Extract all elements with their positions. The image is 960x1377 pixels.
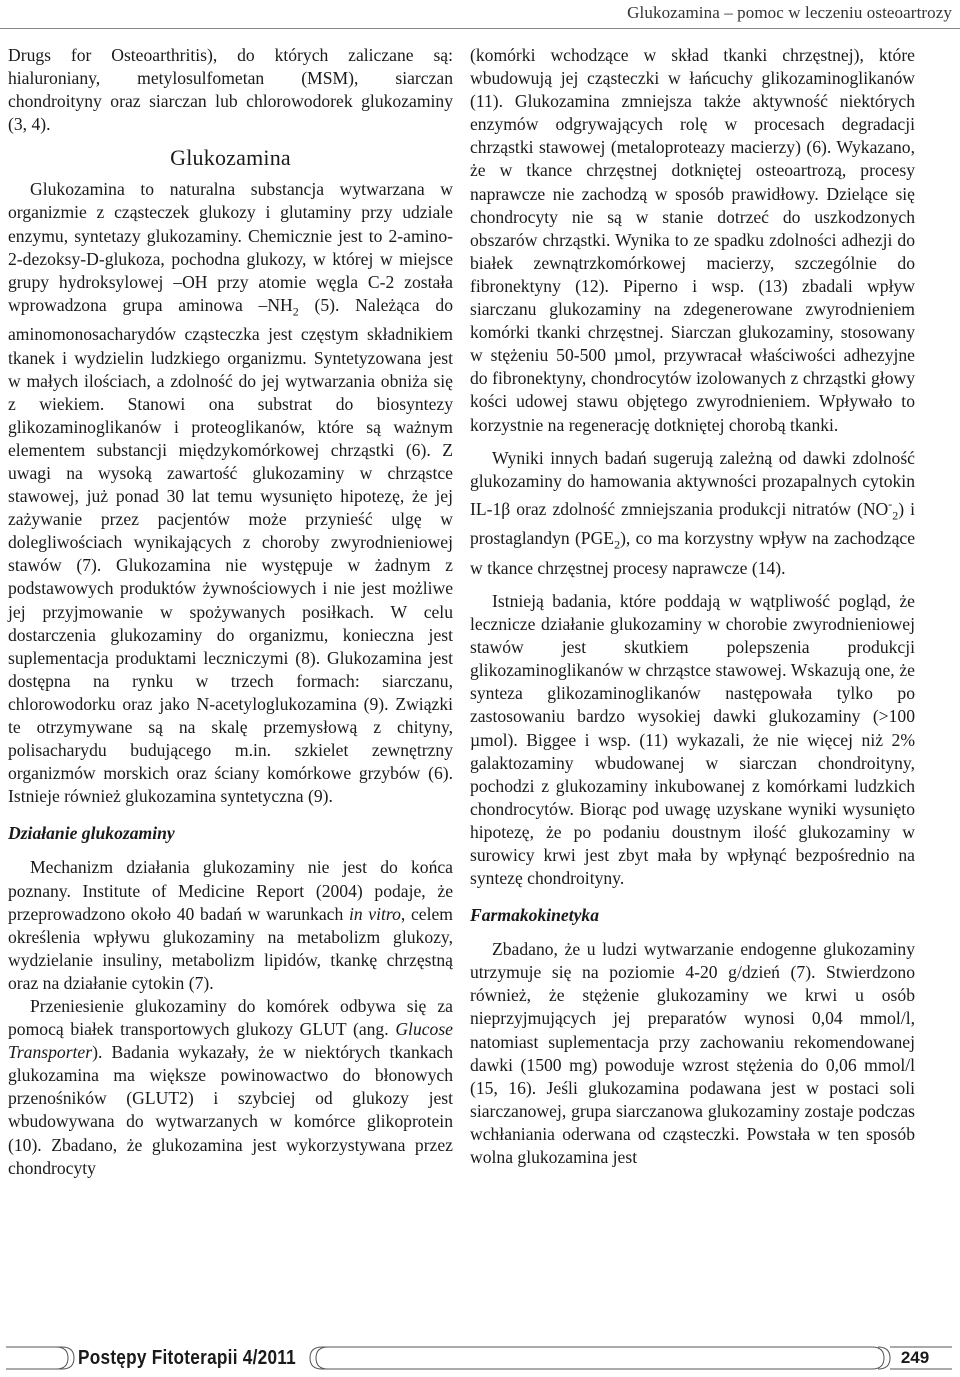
section-heading-glukozamina: Glukozamina	[170, 145, 291, 171]
paragraph	[8, 44, 453, 136]
page-number: 249	[900, 1348, 930, 1367]
superscript: -	[888, 496, 893, 511]
paragraph-text: ). Badania wykazały, że w niektórych tkankach glukozamina ma większe powinowactwo do błonowych przenośników (GLUT2) i szybciej od glukozy jest wbudowywana do wytwarzanych w komórce glikoprotein (10). Zbadano, że glukozamina jest wykorzystywana przez chondrocyty	[8, 1042, 453, 1178]
paragraph: Istnieją badania, które poddają w wątpliwość pogląd, że lecznicze działanie glukozaminy w chorobie zwyrodnieniowej stawów jest skutkiem polepszenia produkcji glikozaminoglikanów w chrząstce stawowej. Wskazują one, że synteza glikozaminoglikanów następowała tylko po zastosowaniu bardzo wysokiej dawki glukozaminy (>100 µmol). Biggee i wsp. (11) wykazali, że nie więcej niż 2% galaktozaminy wbudowanej w siarczan chondroityny, pochodzi z glukozaminy inkubowanej z komórkami ludzkich chondrocytów. Biorąc pod uwagę uzyskane wyniki wysunięto hipotezę, że po podaniu doustnym ilość glukozaminy w surowicy krwi jest zbyt mała by wpłynąć bezpośrednio na syntezę chondroityny.	[470, 590, 915, 889]
running-head-title: Glukozamina – pomoc w leczeniu osteoartrozy	[627, 3, 952, 22]
paragraph-text: (5). Należąca do aminomonosacharydów cząsteczka jest częstym składnikiem tkanek i wydzielin ludzkiego organizmu. Syntetyzowana jest w małych ilościach, a zdolność do jej wytwarzania obniża się z wiekiem. Stanowi ona substrat do biosyntezy glikozaminoglikanów i proteoglikanów, które są ważnym elementem substancji międzykomórkowej chrząstki (6). Z uwagi na wysoką zawartość glukozaminy w chrząstce stawowej, już ponad 30 lat temu wysunięto hipotezę, że jej zażywanie przez pacjentów może przynieść ulgę w dolegliwościach wynikających z choroby zwyrodnieniowej stawów (7). Glukozamina nie występuje w żadnym z podstawowych produktów żywnościowych i nie jest możliwe jej przyjmowanie w spożywanych posiłkach. W celu dostarczenia glukozaminy do organizmu, konieczna jest suplementacja produktami leczniczymi (8). Glukozamina jest dostępna na rynku w trzech formach: siarczanu, chlorowodorku oraz jako N-acetyloglukozamina (9). Związki te otrzymywane są na skalę przemysłową z chityny, polisacharydu budującego m.in. szkielet zewnętrzny organizmów morskich oraz ściany komórkowe grzybów (6). Istnieje również glukozamina syntetyczna (9).	[8, 294, 454, 807]
paragraph-text: Glukozamina to naturalna substancja wytwarzana w organizmie z cząsteczek glukozy i glutaminy przy udziale enzymu, syntetazy glukozaminy. Chemicznie jest to 2-amino-2-dezoksy-D-glukoza, pochodna glukozy, w której w miejsce grupy hydroksylowej –OH przy atomie węgla C-2 została wprowadzona grupa aminowa –NH	[8, 179, 453, 315]
paragraph-text: ), co ma korzystny wpływ na zachodzące w tkance chrzęstnej procesy naprawcze (14).	[470, 528, 915, 578]
paragraph: Zbadano, że u ludzi wytwarzanie endogenne glukozaminy utrzymuje się na poziomie 4-20 g/dzień (7). Stwierdzono również, że stężenie glukozaminy we krwi u osób nieprzyjmujących jej preparatów wynosi 0,04 mmol/l, natomiast suplementacja przy zachowaniu rekomendowanej dawki (1500 mg) powoduje wzrost stężenia do 0,06 mmol/l (15, 16). Jeśli glukozamina podawana jest w postaci soli siarczanowej, grupa siarczanowa glukozaminy zostaje podczas wchłaniania oderwana od cząsteczki. Powstała w ten sposób wolna glukozamina jest	[470, 939, 915, 1168]
paragraph-text: Wyniki innych badań sugerują zależną od dawki zdolność glukozaminy do hamowania aktywności prozapalnych cytokin IL-1β oraz zdolność zmniejszania produkcji nitratów (NO	[470, 447, 915, 519]
paragraph	[8, 178, 453, 808]
paragraph-text: Mechanizm działania glukozaminy nie jest do końca poznany. Institute of Medicine Report (2004) podaje, że przeprowadzono około 40 badań w warunkach	[8, 857, 453, 924]
italic-term: Glucose Transporter	[8, 1019, 453, 1063]
header-rule	[0, 28, 960, 29]
paragraph-text: ) i prostaglandyn (PGE	[470, 498, 915, 549]
journal-name: Postępy Fitoterapii 4/2011	[78, 1347, 296, 1369]
paragraph-text: Drugs for Osteoarthritis), do których zaliczane są: hialuroniany, metylosulfometan (MSM), siarczan chondroityny oraz siarczan lub chlorowodorek glukozaminy (3, 4).	[8, 45, 453, 135]
running-head	[0, 0, 960, 28]
right-column	[470, 44, 915, 1169]
left-column	[8, 44, 453, 1180]
paragraph: (komórki wchodzące w skład tkanki chrzęstnej), które wbudowują jej cząsteczki w łańcuchy glikozaminoglikanów (11). Glukozamina zmniejsza także aktywność niektórych enzymów odgrywających rolę w procesach degradacji chrząstki stawowej (metaloproteazy macierzy) (6). Wykazano, że w tkance chrzęstnej dotkniętej osteoartrozą, procesy naprawcze nie zachodzą w sposób prawidłowy. Dzielące się chondrocyty nie są w stanie dotrzeć do uszkodzonych obszarów chrząstki. Wynika to ze spadku zdolności adhezji do białek zewnątrzkomórkowej macierzy, szczególnie do fibronektyny (12). Piperno i wsp. (13) zbadali wpływ siarczanu glukozaminy na zdegenerowane zwyrodnieniem komórki tkanki chrzęstnej. Siarczan glukozaminy, stosowany w stężeniu 50-500 µmol, przywracał właściwości adhezyjne do fibronektyny, chondrocytów izolowanych z chrząstki głowy kości udowej stawu objętego zwyrodnieniem. Wpływało to korzystnie na regenerację dotkniętej chorobą tkanki.	[470, 45, 915, 435]
subscript: 2	[614, 537, 621, 552]
paragraph-gap	[470, 580, 915, 590]
section-heading-dzialanie: Działanie glukozaminy	[8, 823, 175, 844]
paragraph-text: Przeniesienie glukozaminy do komórek odbywa się za pomocą białek transportowych glukozy GLUT (ang.	[8, 995, 453, 1040]
subscript: 2	[292, 304, 299, 319]
subscript: 2	[892, 508, 899, 523]
section-heading-farmakokinetyka: Farmakokinetyka	[470, 905, 600, 926]
footer	[0, 1333, 960, 1377]
paragraph	[8, 995, 453, 1180]
italic-term: in vitro	[348, 903, 401, 924]
paragraph-text: , celem określenia wpływu glukozaminy na metabolizm glukozy, wydzielanie insuliny, metabolizm lipidów, tkankę chrzęstną oraz na działanie cytokin (7).	[8, 903, 453, 993]
paragraph	[8, 856, 453, 995]
paragraph-gap	[470, 437, 915, 447]
paragraph	[470, 447, 915, 580]
